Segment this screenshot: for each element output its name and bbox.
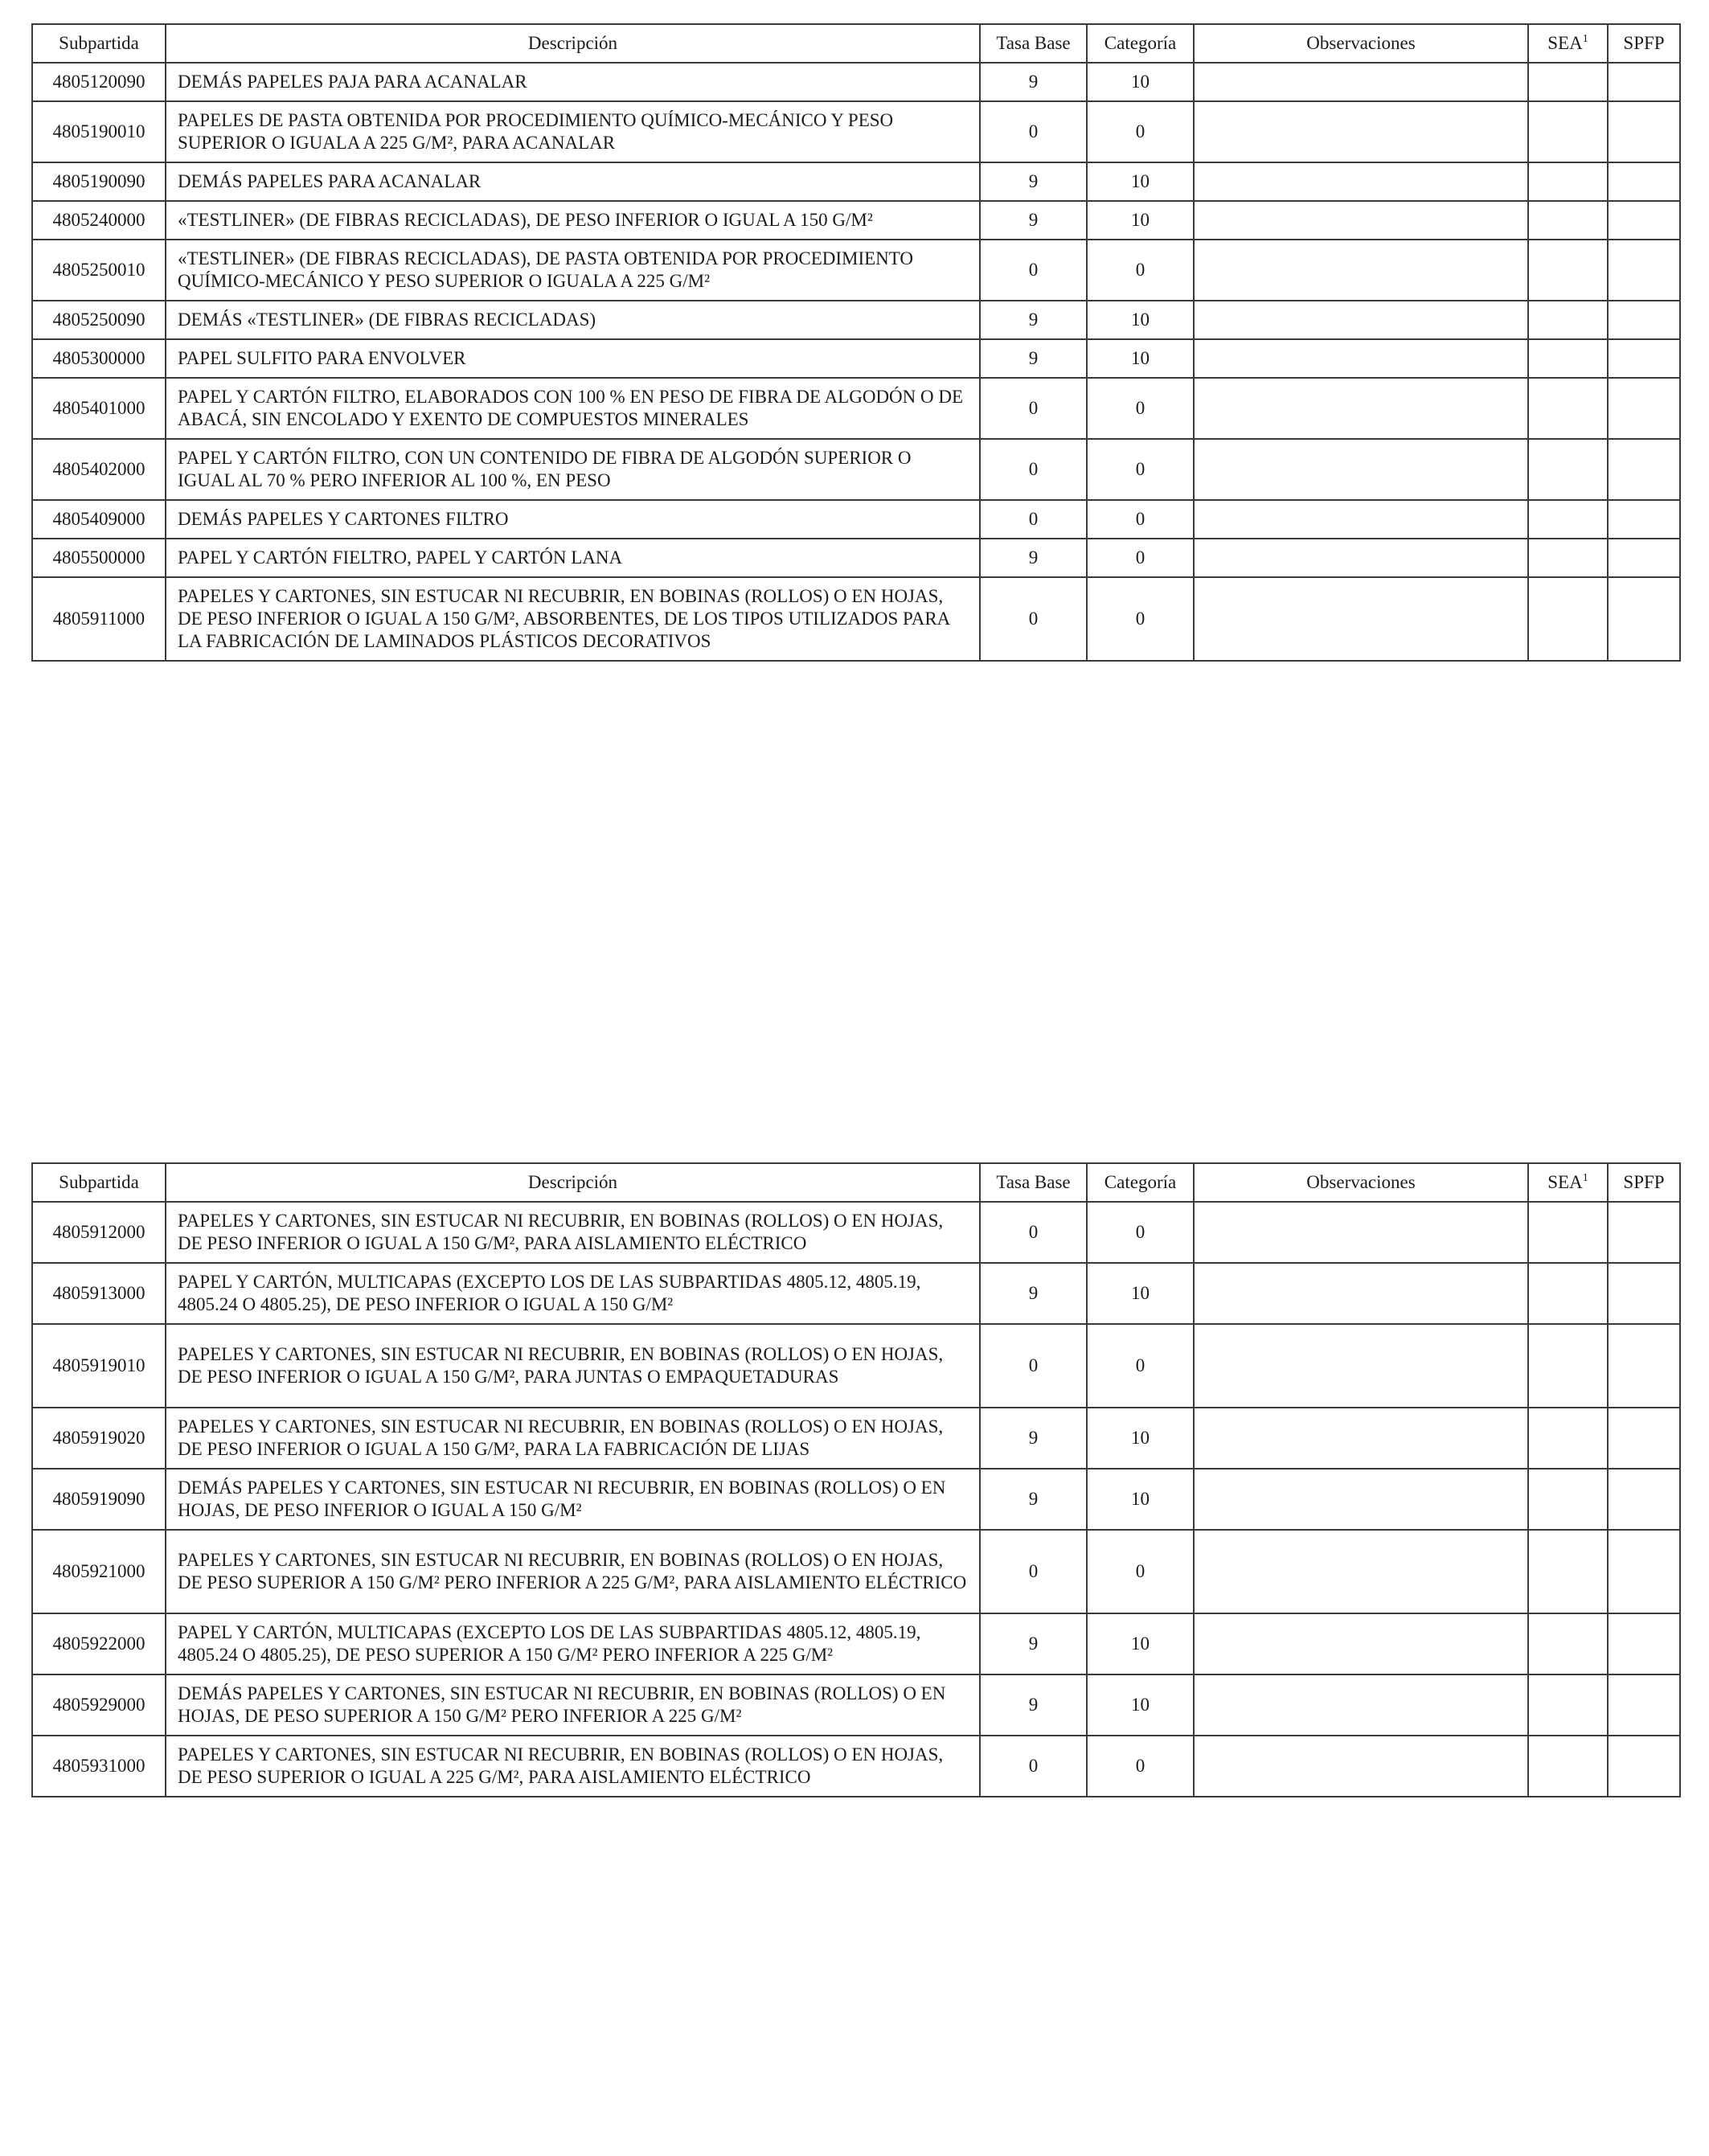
cell-observaciones xyxy=(1194,500,1528,539)
cell-spfp xyxy=(1608,1263,1680,1324)
cell-spfp xyxy=(1608,1736,1680,1797)
cell-categoria: 10 xyxy=(1087,1408,1194,1469)
cell-spfp xyxy=(1608,301,1680,339)
cell-tasa-base: 9 xyxy=(980,539,1087,577)
cell-categoria: 0 xyxy=(1087,1530,1194,1613)
cell-subpartida: 4805402000 xyxy=(32,439,166,500)
cell-descripcion: PAPEL SULFITO PARA ENVOLVER xyxy=(166,339,980,378)
table-row xyxy=(32,301,1680,339)
table-row xyxy=(32,1202,1680,1263)
cell-descripcion: «TESTLINER» (DE FIBRAS RECICLADAS), DE PASTA OBTENIDA POR PROCEDIMIENTO QUÍMICO-MECÁNICO Y PESO SUPERIOR O IGUALA A 225 G/M² xyxy=(166,240,980,301)
table-row xyxy=(32,1674,1680,1736)
table-row xyxy=(32,1736,1680,1797)
table-row xyxy=(32,1408,1680,1469)
table-row xyxy=(32,1530,1680,1613)
cell-categoria: 10 xyxy=(1087,1674,1194,1736)
cell-subpartida: 4805919010 xyxy=(32,1324,166,1408)
cell-categoria: 10 xyxy=(1087,1613,1194,1674)
cell-sea xyxy=(1528,201,1608,240)
cell-subpartida: 4805409000 xyxy=(32,500,166,539)
cell-categoria: 0 xyxy=(1087,539,1194,577)
cell-descripcion: DEMÁS PAPELES Y CARTONES, SIN ESTUCAR NI RECUBRIR, EN BOBINAS (ROLLOS) O EN HOJAS, DE PESO SUPERIOR A 150 G/M² PERO INFERIOR A 225 G/M² xyxy=(166,1674,980,1736)
cell-observaciones xyxy=(1194,240,1528,301)
header-sea-label: SEA xyxy=(1547,1172,1583,1192)
header-observaciones: Observaciones xyxy=(1194,1163,1528,1202)
cell-observaciones xyxy=(1194,162,1528,201)
cell-tasa-base: 0 xyxy=(980,1736,1087,1797)
header-sea-label: SEA xyxy=(1547,33,1583,53)
cell-subpartida: 4805190010 xyxy=(32,101,166,162)
cell-subpartida: 4805911000 xyxy=(32,577,166,661)
header-subpartida: Subpartida xyxy=(32,24,166,63)
cell-observaciones xyxy=(1194,1530,1528,1613)
table-row xyxy=(32,63,1680,101)
cell-sea xyxy=(1528,162,1608,201)
cell-spfp xyxy=(1608,162,1680,201)
table-header-row xyxy=(32,24,1680,63)
cell-observaciones xyxy=(1194,1469,1528,1530)
cell-categoria: 0 xyxy=(1087,1202,1194,1263)
table-header-row xyxy=(32,1163,1680,1202)
cell-categoria: 10 xyxy=(1087,162,1194,201)
cell-spfp xyxy=(1608,1530,1680,1613)
cell-subpartida: 4805250090 xyxy=(32,301,166,339)
header-descripcion: Descripción xyxy=(166,24,980,63)
cell-subpartida: 4805921000 xyxy=(32,1530,166,1613)
cell-tasa-base: 0 xyxy=(980,1530,1087,1613)
cell-categoria: 0 xyxy=(1087,1324,1194,1408)
cell-spfp xyxy=(1608,201,1680,240)
table-row xyxy=(32,101,1680,162)
cell-observaciones xyxy=(1194,539,1528,577)
table-row xyxy=(32,577,1680,661)
header-spfp: SPFP xyxy=(1608,1163,1680,1202)
cell-tasa-base: 9 xyxy=(980,1408,1087,1469)
cell-descripcion: PAPEL Y CARTÓN, MULTICAPAS (EXCEPTO LOS DE LAS SUBPARTIDAS 4805.12, 4805.19, 4805.24 O 4805.25), DE PESO SUPERIOR A 150 G/M² PERO INFERIOR A 225 G/M² xyxy=(166,1613,980,1674)
cell-spfp xyxy=(1608,1324,1680,1408)
footnote-marker: 1 xyxy=(1582,33,1588,45)
cell-descripcion: DEMÁS «TESTLINER» (DE FIBRAS RECICLADAS) xyxy=(166,301,980,339)
cell-categoria: 0 xyxy=(1087,101,1194,162)
header-categoria: Categoría xyxy=(1087,1163,1194,1202)
cell-subpartida: 4805913000 xyxy=(32,1263,166,1324)
cell-sea xyxy=(1528,539,1608,577)
cell-subpartida: 4805919090 xyxy=(32,1469,166,1530)
header-subpartida: Subpartida xyxy=(32,1163,166,1202)
cell-descripcion: DEMÁS PAPELES Y CARTONES FILTRO xyxy=(166,500,980,539)
cell-sea xyxy=(1528,1736,1608,1797)
cell-observaciones xyxy=(1194,1263,1528,1324)
cell-observaciones xyxy=(1194,439,1528,500)
table-row xyxy=(32,201,1680,240)
cell-tasa-base: 9 xyxy=(980,63,1087,101)
cell-descripcion: PAPELES Y CARTONES, SIN ESTUCAR NI RECUBRIR, EN BOBINAS (ROLLOS) O EN HOJAS, DE PESO INFERIOR O IGUAL A 150 G/M², PARA LA FABRICACIÓN DE LIJAS xyxy=(166,1408,980,1469)
header-descripcion: Descripción xyxy=(166,1163,980,1202)
cell-tasa-base: 9 xyxy=(980,1674,1087,1736)
table-row xyxy=(32,1613,1680,1674)
cell-categoria: 10 xyxy=(1087,339,1194,378)
table-row xyxy=(32,539,1680,577)
cell-spfp xyxy=(1608,539,1680,577)
cell-subpartida: 4805240000 xyxy=(32,201,166,240)
cell-categoria: 0 xyxy=(1087,1736,1194,1797)
cell-sea xyxy=(1528,577,1608,661)
cell-subpartida: 4805500000 xyxy=(32,539,166,577)
header-categoria: Categoría xyxy=(1087,24,1194,63)
cell-spfp xyxy=(1608,240,1680,301)
cell-categoria: 10 xyxy=(1087,63,1194,101)
cell-descripcion: DEMÁS PAPELES PAJA PARA ACANALAR xyxy=(166,63,980,101)
cell-descripcion: PAPELES Y CARTONES, SIN ESTUCAR NI RECUBRIR, EN BOBINAS (ROLLOS) O EN HOJAS, DE PESO SUPERIOR O IGUAL A 225 G/M², PARA AISLAMIENTO ELÉCTRICO xyxy=(166,1736,980,1797)
cell-tasa-base: 0 xyxy=(980,577,1087,661)
cell-subpartida: 4805401000 xyxy=(32,378,166,439)
cell-observaciones xyxy=(1194,339,1528,378)
cell-descripcion: DEMÁS PAPELES Y CARTONES, SIN ESTUCAR NI RECUBRIR, EN BOBINAS (ROLLOS) O EN HOJAS, DE PESO INFERIOR O IGUAL A 150 G/M² xyxy=(166,1469,980,1530)
header-sea xyxy=(1528,1163,1608,1202)
cell-descripcion: PAPELES Y CARTONES, SIN ESTUCAR NI RECUBRIR, EN BOBINAS (ROLLOS) O EN HOJAS, DE PESO INFERIOR O IGUAL A 150 G/M², ABSORBENTES, DE LOS TIPOS UTILIZADOS PARA LA FABRICACIÓN DE LAMINADOS PLÁSTICOS DECORATIVOS xyxy=(166,577,980,661)
cell-tasa-base: 9 xyxy=(980,1613,1087,1674)
cell-descripcion: PAPELES Y CARTONES, SIN ESTUCAR NI RECUBRIR, EN BOBINAS (ROLLOS) O EN HOJAS, DE PESO SUPERIOR A 150 G/M² PERO INFERIOR A 225 G/M², PARA AISLAMIENTO ELÉCTRICO xyxy=(166,1530,980,1613)
table-row xyxy=(32,378,1680,439)
cell-spfp xyxy=(1608,339,1680,378)
cell-sea xyxy=(1528,1674,1608,1736)
cell-tasa-base: 9 xyxy=(980,339,1087,378)
cell-tasa-base: 0 xyxy=(980,1324,1087,1408)
cell-subpartida: 4805931000 xyxy=(32,1736,166,1797)
table-row xyxy=(32,339,1680,378)
cell-tasa-base: 0 xyxy=(980,101,1087,162)
cell-tasa-base: 9 xyxy=(980,1263,1087,1324)
cell-observaciones xyxy=(1194,101,1528,162)
table-row xyxy=(32,500,1680,539)
cell-tasa-base: 0 xyxy=(980,240,1087,301)
cell-categoria: 10 xyxy=(1087,301,1194,339)
cell-tasa-base: 0 xyxy=(980,439,1087,500)
cell-subpartida: 4805250010 xyxy=(32,240,166,301)
cell-spfp xyxy=(1608,1408,1680,1469)
table-row xyxy=(32,1263,1680,1324)
cell-categoria: 0 xyxy=(1087,378,1194,439)
cell-descripcion: «TESTLINER» (DE FIBRAS RECICLADAS), DE PESO INFERIOR O IGUAL A 150 G/M² xyxy=(166,201,980,240)
cell-sea xyxy=(1528,1469,1608,1530)
cell-tasa-base: 0 xyxy=(980,500,1087,539)
cell-categoria: 0 xyxy=(1087,577,1194,661)
cell-subpartida: 4805190090 xyxy=(32,162,166,201)
table-row xyxy=(32,439,1680,500)
cell-categoria: 10 xyxy=(1087,201,1194,240)
cell-sea xyxy=(1528,1202,1608,1263)
header-tasa-base: Tasa Base xyxy=(980,24,1087,63)
header-observaciones: Observaciones xyxy=(1194,24,1528,63)
cell-sea xyxy=(1528,240,1608,301)
cell-spfp xyxy=(1608,1613,1680,1674)
cell-categoria: 0 xyxy=(1087,439,1194,500)
cell-spfp xyxy=(1608,101,1680,162)
cell-tasa-base: 9 xyxy=(980,201,1087,240)
cell-spfp xyxy=(1608,439,1680,500)
cell-observaciones xyxy=(1194,1674,1528,1736)
header-sea xyxy=(1528,24,1608,63)
cell-observaciones xyxy=(1194,201,1528,240)
cell-spfp xyxy=(1608,1469,1680,1530)
cell-observaciones xyxy=(1194,63,1528,101)
cell-subpartida: 4805919020 xyxy=(32,1408,166,1469)
cell-sea xyxy=(1528,378,1608,439)
table-row xyxy=(32,240,1680,301)
table-row xyxy=(32,1324,1680,1408)
cell-descripcion: PAPEL Y CARTÓN FILTRO, ELABORADOS CON 100 % EN PESO DE FIBRA DE ALGODÓN O DE ABACÁ, SIN ENCOLADO Y EXENTO DE COMPUESTOS MINERALES xyxy=(166,378,980,439)
cell-subpartida: 4805120090 xyxy=(32,63,166,101)
cell-descripcion: DEMÁS PAPELES PARA ACANALAR xyxy=(166,162,980,201)
cell-tasa-base: 9 xyxy=(980,1469,1087,1530)
cell-sea xyxy=(1528,339,1608,378)
cell-observaciones xyxy=(1194,378,1528,439)
cell-subpartida: 4805929000 xyxy=(32,1674,166,1736)
header-tasa-base: Tasa Base xyxy=(980,1163,1087,1202)
cell-spfp xyxy=(1608,500,1680,539)
cell-sea xyxy=(1528,1530,1608,1613)
cell-spfp xyxy=(1608,378,1680,439)
cell-spfp xyxy=(1608,1674,1680,1736)
cell-tasa-base: 9 xyxy=(980,162,1087,201)
cell-sea xyxy=(1528,1613,1608,1674)
table-row xyxy=(32,162,1680,201)
cell-subpartida: 4805300000 xyxy=(32,339,166,378)
cell-observaciones xyxy=(1194,301,1528,339)
cell-sea xyxy=(1528,439,1608,500)
cell-descripcion: PAPEL Y CARTÓN, MULTICAPAS (EXCEPTO LOS DE LAS SUBPARTIDAS 4805.12, 4805.19, 4805.24 O 4805.25), DE PESO INFERIOR O IGUAL A 150 G/M² xyxy=(166,1263,980,1324)
cell-sea xyxy=(1528,101,1608,162)
cell-observaciones xyxy=(1194,1613,1528,1674)
cell-descripcion: PAPEL Y CARTÓN FIELTRO, PAPEL Y CARTÓN LANA xyxy=(166,539,980,577)
cell-descripcion: PAPELES Y CARTONES, SIN ESTUCAR NI RECUBRIR, EN BOBINAS (ROLLOS) O EN HOJAS, DE PESO INFERIOR O IGUAL A 150 G/M², PARA AISLAMIENTO ELÉCTRICO xyxy=(166,1202,980,1263)
cell-observaciones xyxy=(1194,1202,1528,1263)
cell-sea xyxy=(1528,500,1608,539)
cell-sea xyxy=(1528,1408,1608,1469)
cell-descripcion: PAPEL Y CARTÓN FILTRO, CON UN CONTENIDO DE FIBRA DE ALGODÓN SUPERIOR O IGUAL AL 70 % PERO INFERIOR AL 100 %, EN PESO xyxy=(166,439,980,500)
cell-sea xyxy=(1528,1324,1608,1408)
cell-categoria: 0 xyxy=(1087,240,1194,301)
cell-subpartida: 4805922000 xyxy=(32,1613,166,1674)
cell-sea xyxy=(1528,63,1608,101)
cell-observaciones xyxy=(1194,1324,1528,1408)
cell-spfp xyxy=(1608,577,1680,661)
table-row xyxy=(32,1469,1680,1530)
cell-subpartida: 4805912000 xyxy=(32,1202,166,1263)
cell-categoria: 0 xyxy=(1087,500,1194,539)
cell-categoria: 10 xyxy=(1087,1469,1194,1530)
tariff-table-2 xyxy=(31,1162,1681,1797)
cell-observaciones xyxy=(1194,577,1528,661)
cell-descripcion: PAPELES DE PASTA OBTENIDA POR PROCEDIMIENTO QUÍMICO-MECÁNICO Y PESO SUPERIOR O IGUALA A 225 G/M², PARA ACANALAR xyxy=(166,101,980,162)
cell-observaciones xyxy=(1194,1408,1528,1469)
cell-categoria: 10 xyxy=(1087,1263,1194,1324)
cell-tasa-base: 9 xyxy=(980,301,1087,339)
cell-spfp xyxy=(1608,1202,1680,1263)
cell-sea xyxy=(1528,1263,1608,1324)
header-spfp: SPFP xyxy=(1608,24,1680,63)
cell-tasa-base: 0 xyxy=(980,1202,1087,1263)
cell-observaciones xyxy=(1194,1736,1528,1797)
tariff-table-1 xyxy=(31,23,1681,662)
cell-tasa-base: 0 xyxy=(980,378,1087,439)
cell-spfp xyxy=(1608,63,1680,101)
cell-sea xyxy=(1528,301,1608,339)
footnote-marker: 1 xyxy=(1582,1172,1588,1184)
cell-descripcion: PAPELES Y CARTONES, SIN ESTUCAR NI RECUBRIR, EN BOBINAS (ROLLOS) O EN HOJAS, DE PESO INFERIOR O IGUAL A 150 G/M², PARA JUNTAS O EMPAQUETADURAS xyxy=(166,1324,980,1408)
